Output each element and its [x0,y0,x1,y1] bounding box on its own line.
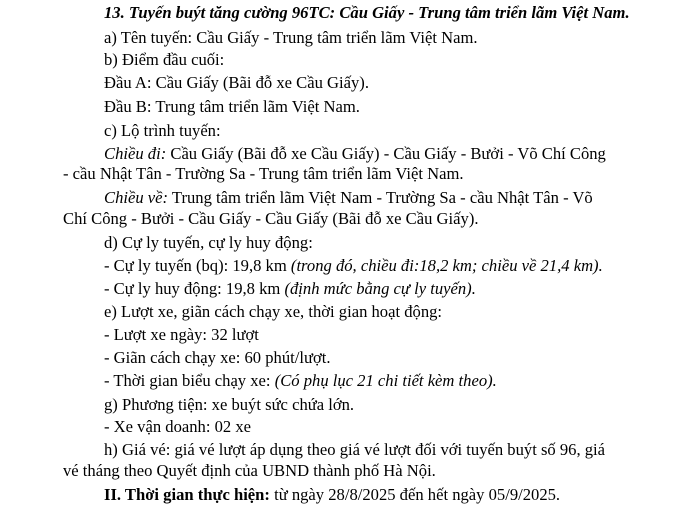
trips-label: e) Lượt xe, giãn cách chạy xe, thời gian hoạt động: [104,302,443,321]
timetable-note: (Có phụ lục 21 chi tiết kèm theo). [274,371,497,390]
route-name: a) Tên tuyến: Cầu Giấy - Trung tâm triển lãm Việt Nam. [104,28,478,47]
fare-line-2: vé tháng theo Quyết định của UBND thành phố Hà Nội. [63,461,436,480]
mobilize-distance [104,279,476,299]
vehicle-type: g) Phương tiện: xe buýt sức chứa lớn. [104,395,355,414]
return-label: Chiều về: [104,188,169,207]
vehicles-in-service: - Xe vận doanh: 02 xe [104,417,251,436]
outbound-line-2: - cầu Nhật Tân - Trường Sa - Trung tâm triển lãm Việt Nam. [63,164,464,183]
period-value: từ ngày 28/8/2025 đến hết ngày 05/9/2025. [274,485,561,504]
timetable-label: - Thời gian biểu chạy xe: [104,371,271,390]
return-line-1 [104,188,593,208]
return-line-2: Chí Công - Bưởi - Cầu Giấy - Cầu Giấy (Bãi đỗ xe Cầu Giấy). [63,209,479,228]
outbound-label: Chiều đi: [104,144,167,163]
trips-per-day: - Lượt xe ngày: 32 lượt [104,325,259,344]
mobilize-distance-value: - Cự ly huy động: 19,8 km [104,279,281,298]
route-distance-note: (trong đó, chiều đi:18,2 km; chiều về 21,4 km). [290,256,603,275]
implementation-period [104,485,560,505]
mobilize-distance-note: (định mức bằng cự ly tuyến). [284,279,476,298]
distance-label: d) Cự ly tuyến, cự ly huy động: [104,233,313,252]
outbound-text-1: Cầu Giấy (Bãi đỗ xe Cầu Giấy) - Cầu Giấy - Bưởi - Võ Chí Công [170,144,606,163]
fare-line-1: h) Giá vé: giá vé lượt áp dụng theo giá vé lượt đối với tuyến buýt số 96, giá [104,440,606,459]
timetable [104,371,497,391]
route-distance [104,256,603,276]
itinerary-label: c) Lộ trình tuyến: [104,121,221,140]
terminal-b: Đầu B: Trung tâm triển lãm Việt Nam. [104,97,360,116]
headway: - Giãn cách chạy xe: 60 phút/lượt. [104,348,331,367]
route-distance-value: - Cự ly tuyến (bq): 19,8 km [104,256,287,275]
return-text-1: Trung tâm triển lãm Việt Nam - Trường Sa - cầu Nhật Tân - Võ [171,188,593,207]
section-heading: 13. Tuyến buýt tăng cường 96TC: Cầu Giấy - Trung tâm triển lãm Việt Nam. [104,3,630,22]
terminal-a: Đầu A: Cầu Giấy (Bãi đỗ xe Cầu Giấy). [104,73,369,92]
terminals-label: b) Điểm đầu cuối: [104,50,225,69]
period-label: II. Thời gian thực hiện: [104,485,270,504]
outbound-line-1 [104,144,606,164]
